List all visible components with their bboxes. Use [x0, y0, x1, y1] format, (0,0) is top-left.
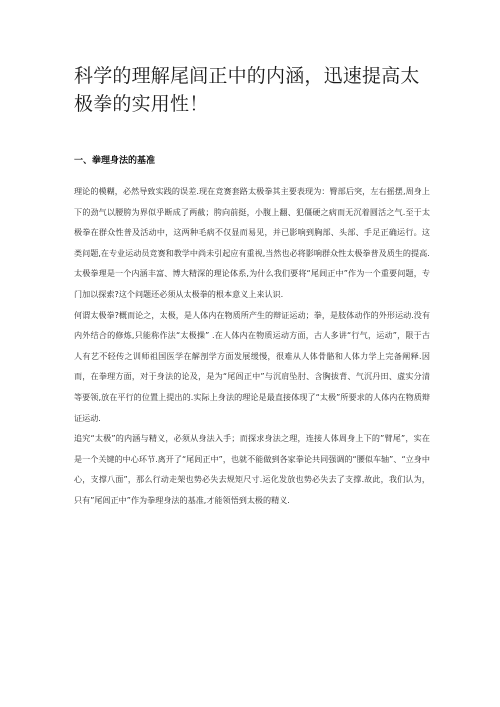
paragraph-3: 何谓太极拳?概而论之，太极，是人体内在物质所产生的辩证运动；拳，是肢体动作的外形运动.没有内外结合的修炼,只能称作法“太极操” .在人体内在物质运动方面，古人多讲“行气，运动”，限于古人有艺不轻传之训师祖国医学在解剖学方面发展缓慢，很难从人体骨骼和人体力学上完备阐释.因而，在拳理方面，对于身法的论及，是为“尾闾正中”与沉肩坠肘、含胸拔背、气沉丹田、虚实分清等要领,放在平行的位置上提出的.实际上身法的理论是最直接体现了“太极”所要求的人体内在物质辩证运动. [74, 309, 430, 423]
paragraph-2: 太极拳理是一个内涵丰富、博大精深的理论体系,为什么我们要将“尾闾正中”作为一个重要问题，专门加以探索?这个问题还必须从太极拳的根本意义上来认识. [74, 268, 430, 299]
paragraph-4: 追究“太极”的内涵与精义，必须从身法入手；而探求身法之理，连接人体周身上下的”臂尾”，实在是一个关键的中心环节.离开了“尾闾正中”，也就不能做到各家拳论共同强调的“腰似车轴”、“立身中心，支撑八面”，那么行动走架也势必失去规矩尺寸.运化发放也势必失去了支撑.故此，我们认为，只有”尾闾正中”作为拳理身法的基准,才能领悟到太极的精义. [74, 433, 430, 505]
section-heading: 一、拳理身法的基准 [74, 156, 156, 166]
document-page [74, 62, 430, 511]
paragraph-1: 理论的模糊，必然导致实践的误差.现在竞赛套路太极拳其主要表现为：臀部后突，左右摇摆,周身上下的劲气以腰胯为界似乎断成了两截；胯向前挺，小腹上翻、犯僵硬之病而无沉着圆活之气.至于太极拳在群众性普及活动中，这两种毛病不仅显而易见，并已影响到胸部、头部、手足正确运行。这类问题,在专业运动员竞赛和教学中尚未引起应有重视,当然也必将影响群众性太极拳普及质生的提高. [74, 186, 430, 258]
document-title: 科学的理解尾闾正中的内涵，迅速提高太极拳的实用性！ [74, 65, 420, 115]
